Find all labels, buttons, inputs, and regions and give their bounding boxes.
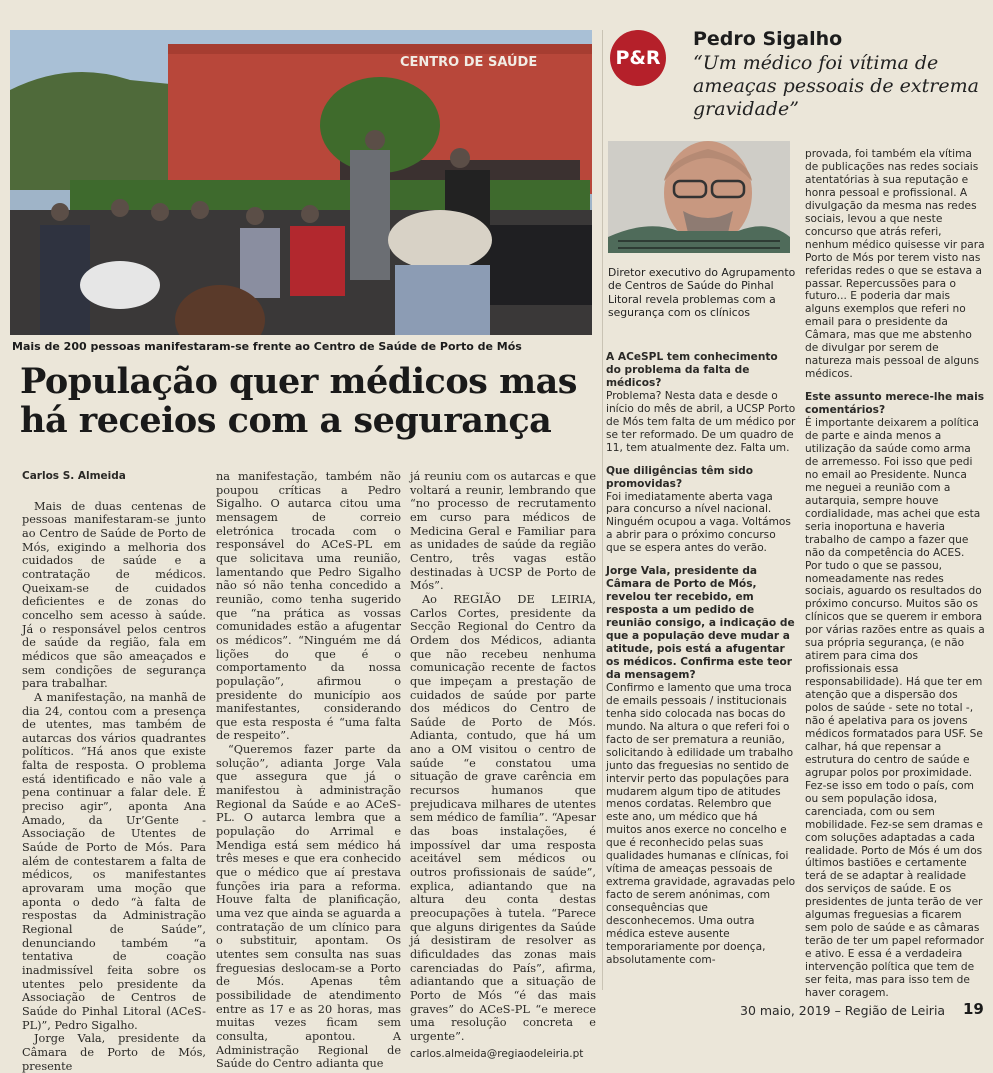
interview-answer: provada, foi também ela vítima de publicações nas redes sociais atentatórias à sua reputação e honra pessoal e profissional. A divulgação da mesma nas redes sociais, levou a que neste concurso que atrás referi, nenhum médico quisesse vir para Porto de Mós por terem visto nas referidas redes o que se estava a passar. Repercussões para o futuro... E poderia dar mais alguns exemplos que referi no email para o presidente da Câmara, mas que me abstenho de divulgar por serem de natureza mais pessoal de alguns médicos. (805, 148, 985, 381)
paragraph: Ao REGIÃO DE LEIRIA, Carlos Cortes, presidente da Secção Regional do Centro da Ordem dos Médicos, adianta que não recebeu nenhuma comunicação recente de factos que impeçam a prestação de cuidados de saúde por parte dos médicos do Centro de Saúde de Porto de Mós. Adianta, contudo, que há um ano a OM visitou o centro de saúde “e constatou uma situação de grave carência em recursos humanos que prejudicava milhares de utentes sem médico de família”. “Apesar das boas instalações, é impossível dar uma resposta aceitável sem médicos ou outros profissionais de saúde”, explica, adiantando que na altura deu conta destas preocupações à tutela. “Parece que alguns dirigentes da Saúde já desistiram de resolver as dificuldades das zonas mais carenciadas do País”, afirma, adiantando que a situação de Porto de Mós “é das mais graves” do ACeS-PL “e merece uma resolução concreta e urgente”. (410, 592, 596, 1043)
interview-column-1 (606, 351, 796, 967)
interview-answer: É importante deixarem a política de parte e ainda menos a utilização da saúde como arma de arremesso. Foi isso que pedi no email ao Presidente. Nunca me neguei a reunião com a autarquia, sempre houve cordialidade, mas achei que esta seria inoportuna e haveria trabalho de campo a fazer que não da competência do ACES. (805, 417, 981, 559)
paragraph: Mais de duas centenas de pessoas manifestaram-se junto ao Centro de Saúde de Porto de Mós, exigindo a melhoria dos cuidados de saúde e a contratação de médicos. Queixam-se de cuidados deficientes e de zonas do concelho sem acesso à saúde. Já o responsável pelos centros de saúde da região, fala em médicos que são ameaçados e sem condições de segurança para trabalhar. (22, 499, 206, 691)
portrait-photo (608, 141, 790, 253)
author-email: carlos.almeida@regiaodeleiria.pt (410, 1047, 584, 1060)
paragraph: A manifestação, na manhã de dia 24, contou com a presença de utentes, mas também de autarcas dos vários quadrantes políticos. “Há anos que existe falta de resposta. O problema está identificado e não vale a pena continuar a falar dele. É preciso agir”, aponta Ana Amado, da Ur’Gente - Associação de Utentes de Saúde de Porto de Mós. Para além de contestarem a falta de médicos, os manifestantes aprovaram uma moção que aponta o dedo “à falta de respostas da Administração Regional de Saúde”, denunciando também “a tentativa de coação inadmissível feita sobre os utentes pelo presidente da Associação de Centros de Saúde do Pinhal Litoral (ACeS-PL)”, Pedro Sigalho. (22, 690, 206, 1032)
paragraph: “Queremos fazer parte da solução”, adianta Jorge Vala que assegura que já o manifestou à administração Regional da Saúde e ao ACeS-PL. O autarca lembra que a população do Arrimal e Mendiga está sem médico há três meses e que era conhecido que o médico que aí prestava funções iria para a reforma. Houve falta de planificação, uma vez que ainda se aguarda a contratação de um clínico para o substituir, apontam. Os utentes sem consulta nas suas freguesias deslocam-se a Porto de Mós. Apenas têm possibilidade de atendimento entre as 17 e as 20 horas, mas muitas vezes ficam sem consulta, apontou. A Administração Regional de Saúde do Centro adianta que (216, 743, 401, 1071)
interview-question: Que diligências têm sido promovidas? (606, 464, 754, 490)
page-number: 19 (963, 1000, 984, 1018)
headline: População quer médicos mas há receios com a segurança (20, 361, 577, 441)
interview-question: Este assunto merece-lhe mais comentários? (805, 391, 985, 417)
interview-answer: Foi imediatamente aberta vaga para concurso a nível nacional. Ninguém ocupou a vaga. Voltámos a abrir para o próximo concurso que se espera antes do verão. (606, 490, 791, 555)
interview-question: Jorge Vala, presidente da Câmara de Porto de Mós, revelou ter recebido, em resposta a um pedido de reunião consigo, a indicação de que a população deve mudar a atitude, pois está a afugentar os médicos. Confirma este teor da mensagem? (606, 565, 795, 681)
interview-quote: “Um médico foi vítima de ameaças pessoais de extrema gravidade” (693, 52, 979, 120)
interview-question: A ACeSPL tem conhecimento do problema da falta de médicos? (606, 351, 778, 389)
interview-answer: Problema? Nesta data e desde o início do mês de abril, a UCSP Porto de Mós tem falta de um médico por se ter reformado. De um quadro de 11, tem atualmente dez. Falta um. (606, 389, 796, 454)
footer-date-source: 30 maio, 2019 – Região de Leiria (740, 1003, 946, 1018)
qa-badge: P&R (610, 30, 666, 86)
building-sign: CENTRO DE SAÚDE (400, 55, 538, 70)
column-divider (602, 30, 603, 990)
photo-caption: Mais de 200 pessoas manifestaram-se frente ao Centro de Saúde de Porto de Mós (12, 340, 522, 353)
article-column-3 (410, 470, 596, 1061)
interviewee-name: Pedro Sigalho (693, 28, 843, 50)
portrait-caption: Diretor executivo do Agrupamento de Centros de Saúde do Pinhal Litoral revela problemas com a segurança com os clínicos (608, 266, 796, 320)
paragraph: Jorge Vala, presidente da Câmara de Porto de Mós, presente (22, 1032, 206, 1073)
interview-column-2 (805, 148, 985, 1000)
byline: Carlos S. Almeida (22, 470, 126, 482)
article-photo (10, 30, 592, 335)
paragraph: na manifestação, também não poupou críticas a Pedro Sigalho. O autarca citou uma mensagem de correio eletrónica trocada com o responsável do ACeS-PL em que solicitava uma reunião, lamentando que Pedro Sigalho não só não tenha concedido a reunião, como tenha sugerido que “na prática as vossas comunidades estão a afugentar os médicos”. “Ninguém me dá lições do que é o comportamento da nossa população”, afirmou o presidente do município aos manifestantes, considerando que esta resposta é “uma falta de respeito”. (216, 470, 401, 743)
article-column-2 (216, 470, 401, 1071)
interview-answer: Confirmo e lamento que uma troca de emails pessoais / institucionais tenha sido colocada nas bocas do mundo. Na altura o que referi foi o facto de ser prematura a reunião, solicitando à edilidade um trabalho junto das freguesias no sentido de intervir perto das populações para mudarem algum tipo de atitudes menos cordatas. Relembro que este ano, um médico que há muitos anos exerce no concelho e que é reconhecido pelas suas qualidades humanas e clínicas, foi vítima de ameaças pessoais de extrema gravidade, agravadas pelo facto de serem anónimas, com consequências que desconhecemos. Uma outra médica esteve ausente temporariamente por doença, absolutamente com- (606, 681, 796, 966)
article-column-1 (22, 470, 206, 1073)
paragraph: já reuniu com os autarcas e que voltará a reunir, lembrando que “no processo de recrutamento em curso para médicos de Medicina Geral e Familiar para as unidades de saúde da região Centro, três vagas estão destinadas à UCSP de Porto de Mós”. (410, 470, 596, 593)
interview-answer: Por tudo o que se passou, nomeadamente nas redes sociais, aguardo os resultados do próximo concurso. Muitos são os clínicos que se querem ir embora por várias razões entre as quais a sua própria segurança, (e não atirem para cima dos profissionais essa responsabilidade). Há que ter em atenção que a dispersão dos polos de saúde - sete no total -, não é apelativa para os jovens médicos formatados para USF. Se calhar, há que repensar a estrutura do centro de saúde e agrupar polos por proximidade. Fez-se isso em todo o país, com ou sem população idosa, carenciada, com ou sem mobilidade. Fez-se sem dramas e com soluções adaptadas a cada realidade. Porto de Mós é um dos últimos bastiões e certamente terá de se adaptar à realidade dos serviços de saúde. E os presidentes de junta terão de ver algumas freguesias a ficarem sem polo de saúde e as câmaras terão de ter um papel reformador e ativo. E essa é a verdadeira intervenção política que tem de ser feita, mas para isso tem de haver coragem. (805, 559, 985, 999)
